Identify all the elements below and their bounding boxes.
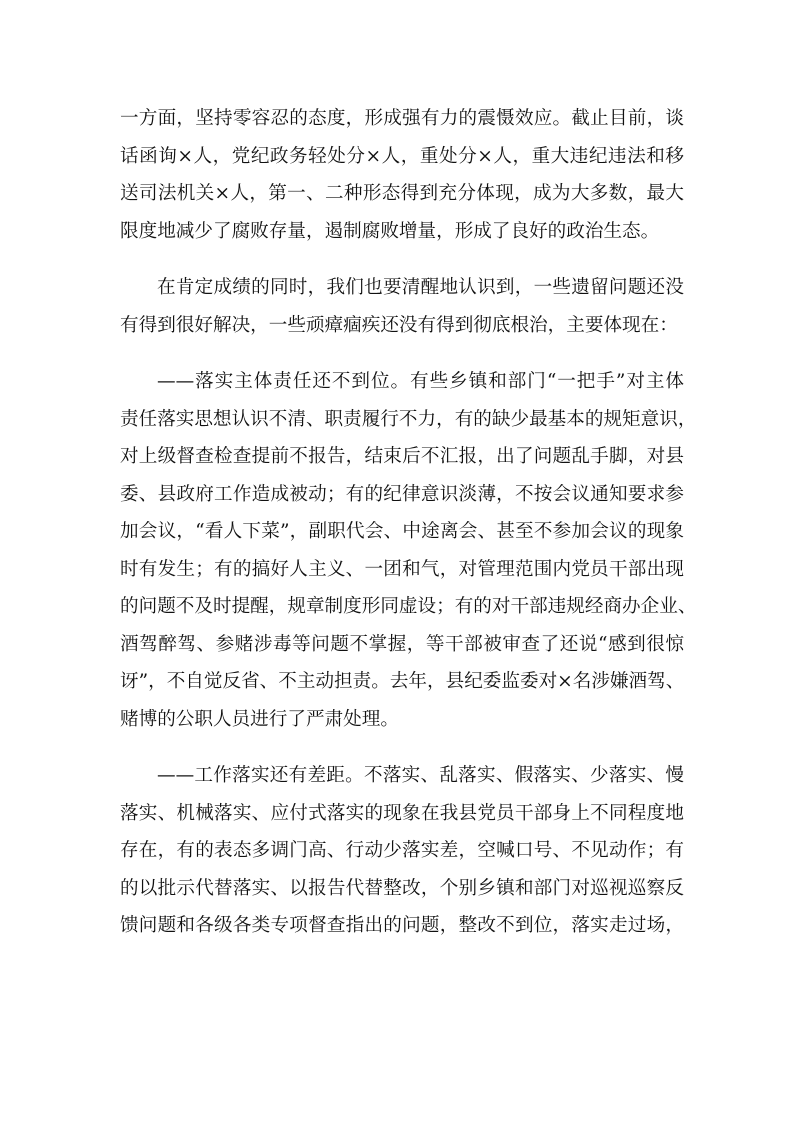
- text-line: 赌博的公职人员进行了严肃处理。: [120, 708, 399, 730]
- text-line: 限度地减少了腐败存量，遏制腐败增量，形成了良好的政治生态。: [120, 220, 660, 242]
- text-line: 的以批示代替落实、以报告代替整改，个别乡镇和部门对巡视巡察反: [120, 877, 684, 899]
- text-line: 的问题不及时提醒，规章制度形同虚设；有的对干部违规经商办企业、: [120, 596, 697, 617]
- text-line: 对上级督查检查提前不报告，结束后不汇报，出了问题乱手脚，对县: [120, 446, 684, 467]
- paragraph-spacing: [120, 344, 684, 363]
- text-line: 有得到很好解决，一些顽瘴痼疾还没有得到彻底根治，主要体现在：: [120, 314, 678, 336]
- text-line: 时有发生；有的搞好人主义、一团和气，对管理范围内党员干部出现: [120, 558, 684, 580]
- text-line: 送司法机关×人，第一、二种形态得到充分体现，成为大多数，最大: [120, 183, 684, 204]
- paragraph-problems-intro: [120, 269, 684, 344]
- text-line: 委、县政府工作造成被动；有的纪律意识淡薄，不按会议通知要求参: [120, 483, 684, 505]
- text-line: 酒驾醉驾、参赌涉毒等问题不掌握，等干部被审查了还说“感到很惊: [120, 633, 684, 655]
- paragraph-responsibility: [120, 363, 697, 738]
- text-line: 责任落实思想认识不清、职责履行不力，有的缺少最基本的规矩意识，: [120, 408, 697, 430]
- paragraph-implementation: [120, 757, 684, 945]
- text-line: ——工作落实还有差距。不落实、乱落实、假落实、少落实、慢: [157, 765, 684, 786]
- text-line: 落实、机械落实、应付式落实的现象在我县党员干部身上不同程度地: [120, 802, 684, 824]
- text-line: 讶”，不自觉反省、不主动担责。去年，县纪委监委对×名涉嫌酒驾、: [120, 671, 685, 692]
- paragraph-results-continued: [120, 100, 684, 250]
- text-line: 在肯定成绩的同时，我们也要清醒地认识到，一些遗留问题还没: [157, 277, 684, 298]
- paragraph-spacing: [120, 738, 684, 757]
- paragraph-spacing: [120, 250, 684, 269]
- text-line: 馈问题和各级各类专项督查指出的问题，整改不到位，落实走过场，: [120, 915, 684, 936]
- document-body: [120, 100, 697, 945]
- text-line: 一方面，坚持零容忍的态度，形成强有力的震慑效应。截止目前，谈: [120, 108, 684, 129]
- text-line: 话函询×人，党纪政务轻处分×人，重处分×人，重大违纪违法和移: [120, 145, 684, 167]
- text-line: 加会议，“看人下菜”，副职代会、中途离会、甚至不参加会议的现象: [120, 521, 684, 542]
- text-line: ——落实主体责任还不到位。有些乡镇和部门“一把手”对主体: [157, 371, 684, 392]
- text-line: 存在，有的表态多调门高、行动少落实差，空喊口号、不见动作；有: [120, 840, 684, 861]
